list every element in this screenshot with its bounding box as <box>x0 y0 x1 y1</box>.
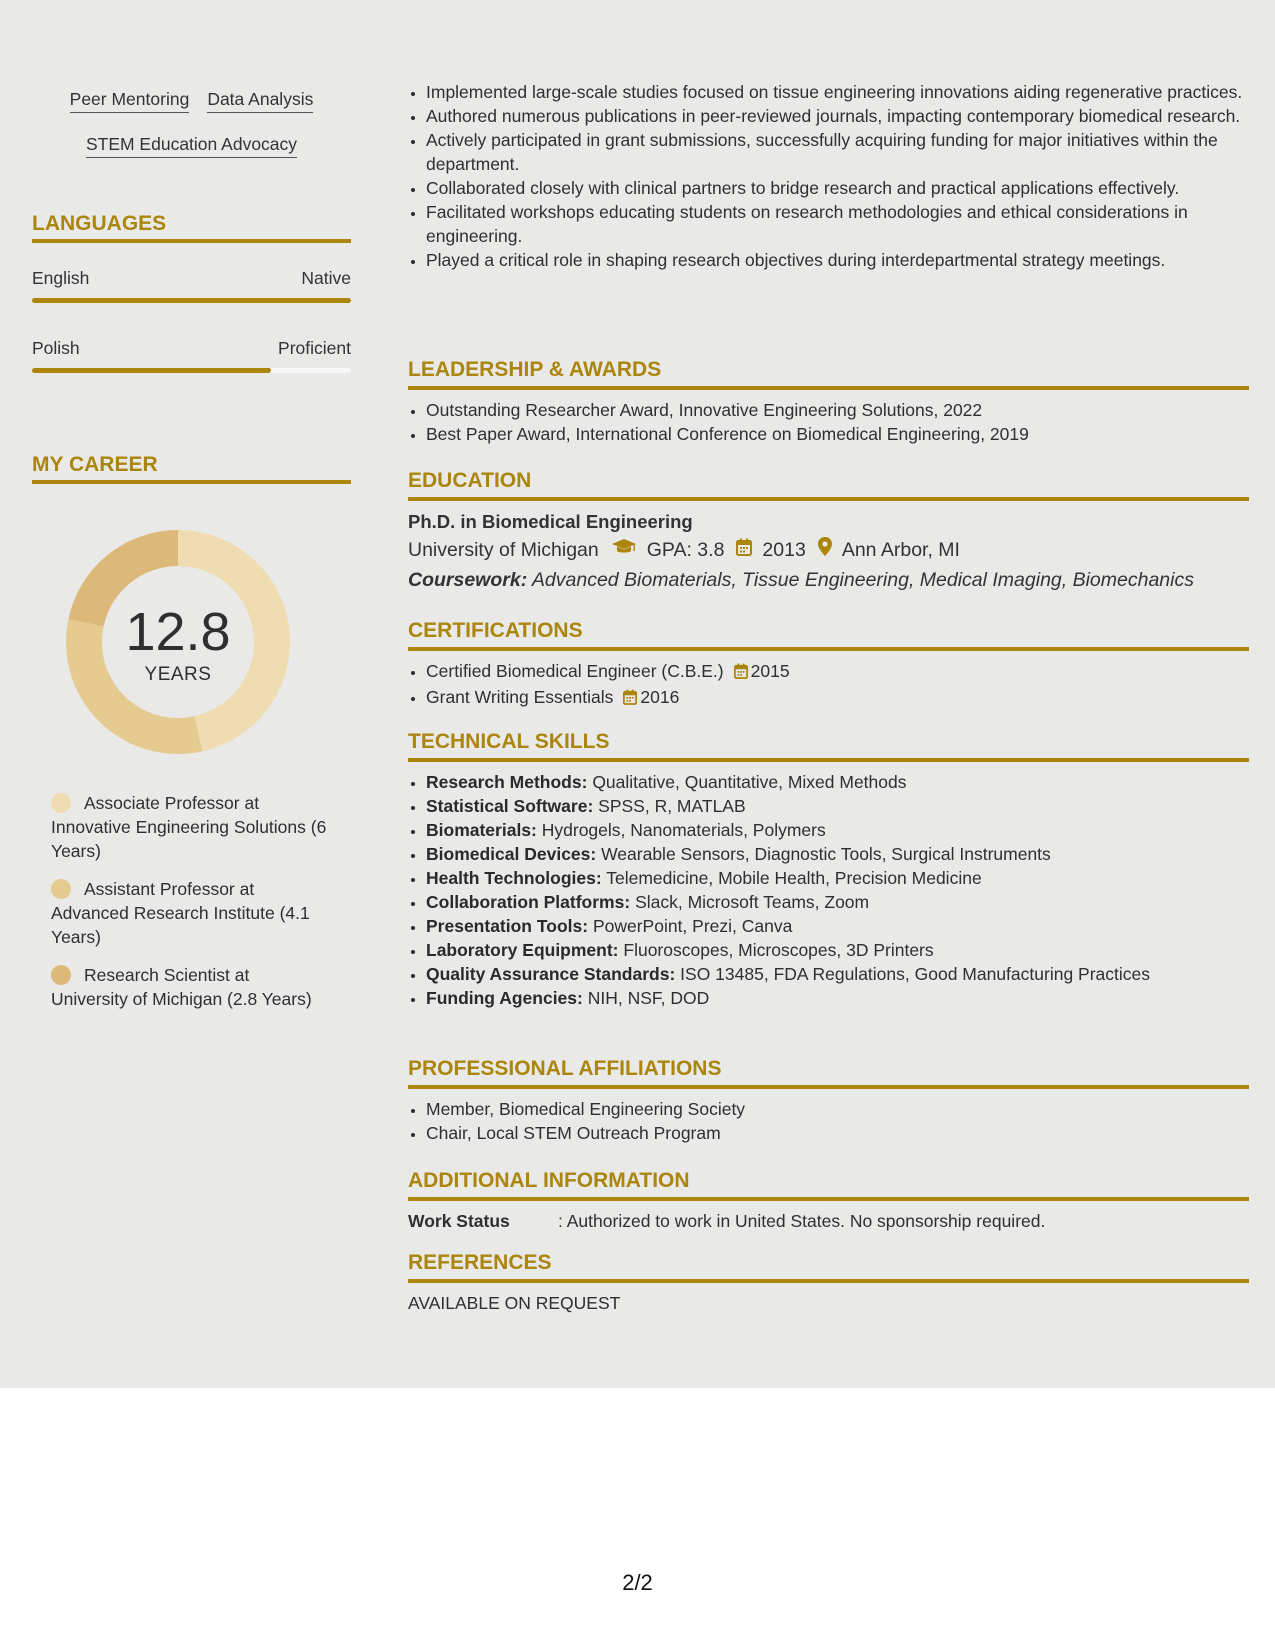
list-item: • Facilitated workshops educating students on research methodologies and ethical considerations in engineering. <box>426 200 1249 248</box>
skill-label: Funding Agencies: <box>426 988 583 1008</box>
location-pin-icon <box>818 535 832 565</box>
leadership-section <box>408 357 1249 446</box>
skill-label: Biomedical Devices: <box>426 844 597 864</box>
career-heading: MY CAREER <box>32 452 351 484</box>
language-level: Proficient <box>278 338 351 358</box>
section-heading: CERTIFICATIONS <box>408 618 1249 651</box>
languages-heading: LANGUAGES <box>32 211 351 243</box>
career-donut-chart <box>66 530 290 754</box>
skill-value: NIH, NSF, DOD <box>587 988 710 1008</box>
skill-value: ISO 13485, FDA Regulations, Good Manufacturing Practices <box>680 964 1151 984</box>
degree-title: Ph.D. in Biomedical Engineering <box>408 511 693 532</box>
skill-label: Collaboration Platforms: <box>426 892 631 912</box>
career-legend-item <box>51 877 331 949</box>
language-bar <box>32 298 351 303</box>
graduation-year: 2013 <box>762 539 806 561</box>
skill-item <box>426 962 1249 986</box>
career-legend-text: Research Scientist at University of Michigan (2.8 Years) <box>51 965 312 1009</box>
skill-item <box>426 914 1249 938</box>
career-total-unit: YEARS <box>144 664 212 685</box>
language-polish <box>32 337 351 373</box>
certification-year: 2016 <box>640 687 680 707</box>
skill-value: Wearable Sensors, Diagnostic Tools, Surgical Instruments <box>601 844 1051 864</box>
list-item: • Played a critical role in shaping research objectives during interdepartmental strategy meetings. <box>426 248 1249 272</box>
language-bar <box>32 368 351 373</box>
section-heading: REFERENCES <box>408 1250 1249 1283</box>
career-legend-item <box>51 963 331 1011</box>
section-heading: TECHNICAL SKILLS <box>408 729 1249 762</box>
section-heading: LEADERSHIP & AWARDS <box>408 357 1249 390</box>
calendar-icon <box>623 687 637 711</box>
certification-name: Grant Writing Essentials <box>426 687 614 707</box>
section-heading: EDUCATION <box>408 468 1249 501</box>
coursework-label: Coursework: <box>408 569 528 591</box>
skill-label: Quality Assurance Standards: <box>426 964 676 984</box>
coursework-list: Advanced Biomaterials, Tissue Engineering, Medical Imaging, Biomechanics <box>531 569 1194 591</box>
career-legend-text: Assistant Professor at Advanced Research Institute (4.1 Years) <box>51 879 310 947</box>
tag: Peer Mentoring <box>70 88 190 113</box>
language-bar-fill <box>32 368 271 373</box>
career-legend-item <box>51 791 331 863</box>
list-item: • Best Paper Award, International Conference on Biomedical Engineering, 2019 <box>426 422 1249 446</box>
tag: Data Analysis <box>207 88 313 113</box>
career-total-number: 12.8 <box>125 602 231 662</box>
list-item: • Chair, Local STEM Outreach Program <box>426 1121 1249 1145</box>
references-section <box>408 1250 1249 1315</box>
list-item: • Collaborated closely with clinical partners to bridge research and practical applications effectively. <box>426 176 1249 200</box>
experience-bullets <box>408 80 1249 272</box>
language-name: Polish <box>32 338 80 358</box>
technical-skills-section <box>408 729 1249 1010</box>
skill-value: Telemedicine, Mobile Health, Precision Medicine <box>606 868 982 888</box>
skill-value: Fluoroscopes, Microscopes, 3D Printers <box>623 940 934 960</box>
skill-value: Slack, Microsoft Teams, Zoom <box>635 892 870 912</box>
career-legend-text: Associate Professor at Innovative Engineering Solutions (6 Years) <box>51 793 327 861</box>
language-english <box>32 267 351 303</box>
additional-info-section <box>408 1168 1249 1233</box>
skill-item <box>426 986 1249 1010</box>
language-bar-fill <box>32 298 351 303</box>
calendar-icon <box>736 535 752 565</box>
skill-label: Laboratory Equipment: <box>426 940 619 960</box>
skill-item <box>426 938 1249 962</box>
certification-year: 2015 <box>750 661 790 681</box>
skill-value: PowerPoint, Prezi, Canva <box>592 916 793 936</box>
affiliations-section <box>408 1056 1249 1145</box>
page-number: 2/2 <box>622 1570 653 1595</box>
skill-item <box>426 890 1249 914</box>
certifications-section <box>408 618 1249 711</box>
education-details <box>408 535 1249 565</box>
work-status-value: : Authorized to work in United States. No sponsorship required. <box>558 1211 1046 1231</box>
skill-value: Qualitative, Quantitative, Mixed Methods <box>592 772 907 792</box>
coursework <box>408 565 1249 595</box>
skill-item <box>426 770 1249 794</box>
calendar-icon <box>734 661 748 685</box>
skill-item <box>426 794 1249 818</box>
skill-item <box>426 818 1249 842</box>
education-section <box>408 468 1249 595</box>
school-name: University of Michigan <box>408 539 599 561</box>
skill-label: Statistical Software: <box>426 796 594 816</box>
skill-label: Research Methods: <box>426 772 588 792</box>
skill-value: Hydrogels, Nanomaterials, Polymers <box>541 820 826 840</box>
references-text: AVAILABLE ON REQUEST <box>408 1293 621 1313</box>
section-heading: PROFESSIONAL AFFILIATIONS <box>408 1056 1249 1089</box>
tag: STEM Education Advocacy <box>86 133 297 158</box>
work-status-row <box>408 1209 1249 1233</box>
section-heading: ADDITIONAL INFORMATION <box>408 1168 1249 1201</box>
skill-label: Health Technologies: <box>426 868 602 888</box>
list-item: • Member, Biomedical Engineering Society <box>426 1097 1249 1121</box>
skill-value: SPSS, R, MATLAB <box>598 796 746 816</box>
gpa: GPA: 3.8 <box>646 539 725 561</box>
language-level: Native <box>301 268 351 288</box>
skill-label: Presentation Tools: <box>426 916 589 936</box>
skill-item <box>426 842 1249 866</box>
graduation-cap-icon <box>611 535 637 565</box>
legend-dot <box>51 793 71 813</box>
school-location: Ann Arbor, MI <box>841 539 960 561</box>
language-name: English <box>32 268 90 288</box>
legend-dot <box>51 965 71 985</box>
skill-label: Biomaterials: <box>426 820 537 840</box>
work-status-label: Work Status <box>408 1211 510 1231</box>
list-item: • Outstanding Researcher Award, Innovative Engineering Solutions, 2022 <box>426 398 1249 422</box>
skill-item <box>426 866 1249 890</box>
list-item <box>426 659 1249 685</box>
list-item: • Implemented large-scale studies focused on tissue engineering innovations aiding regenerative practices. <box>426 80 1249 104</box>
tag-row <box>32 133 351 158</box>
list-item: • Actively participated in grant submissions, successfully acquiring funding for major initiatives within the department. <box>426 128 1249 176</box>
list-item: • Authored numerous publications in peer-reviewed journals, impacting contemporary biomedical research. <box>426 104 1249 128</box>
certification-name: Certified Biomedical Engineer (C.B.E.) <box>426 661 724 681</box>
tag-row <box>32 88 351 113</box>
list-item <box>426 685 1249 711</box>
legend-dot <box>51 879 71 899</box>
